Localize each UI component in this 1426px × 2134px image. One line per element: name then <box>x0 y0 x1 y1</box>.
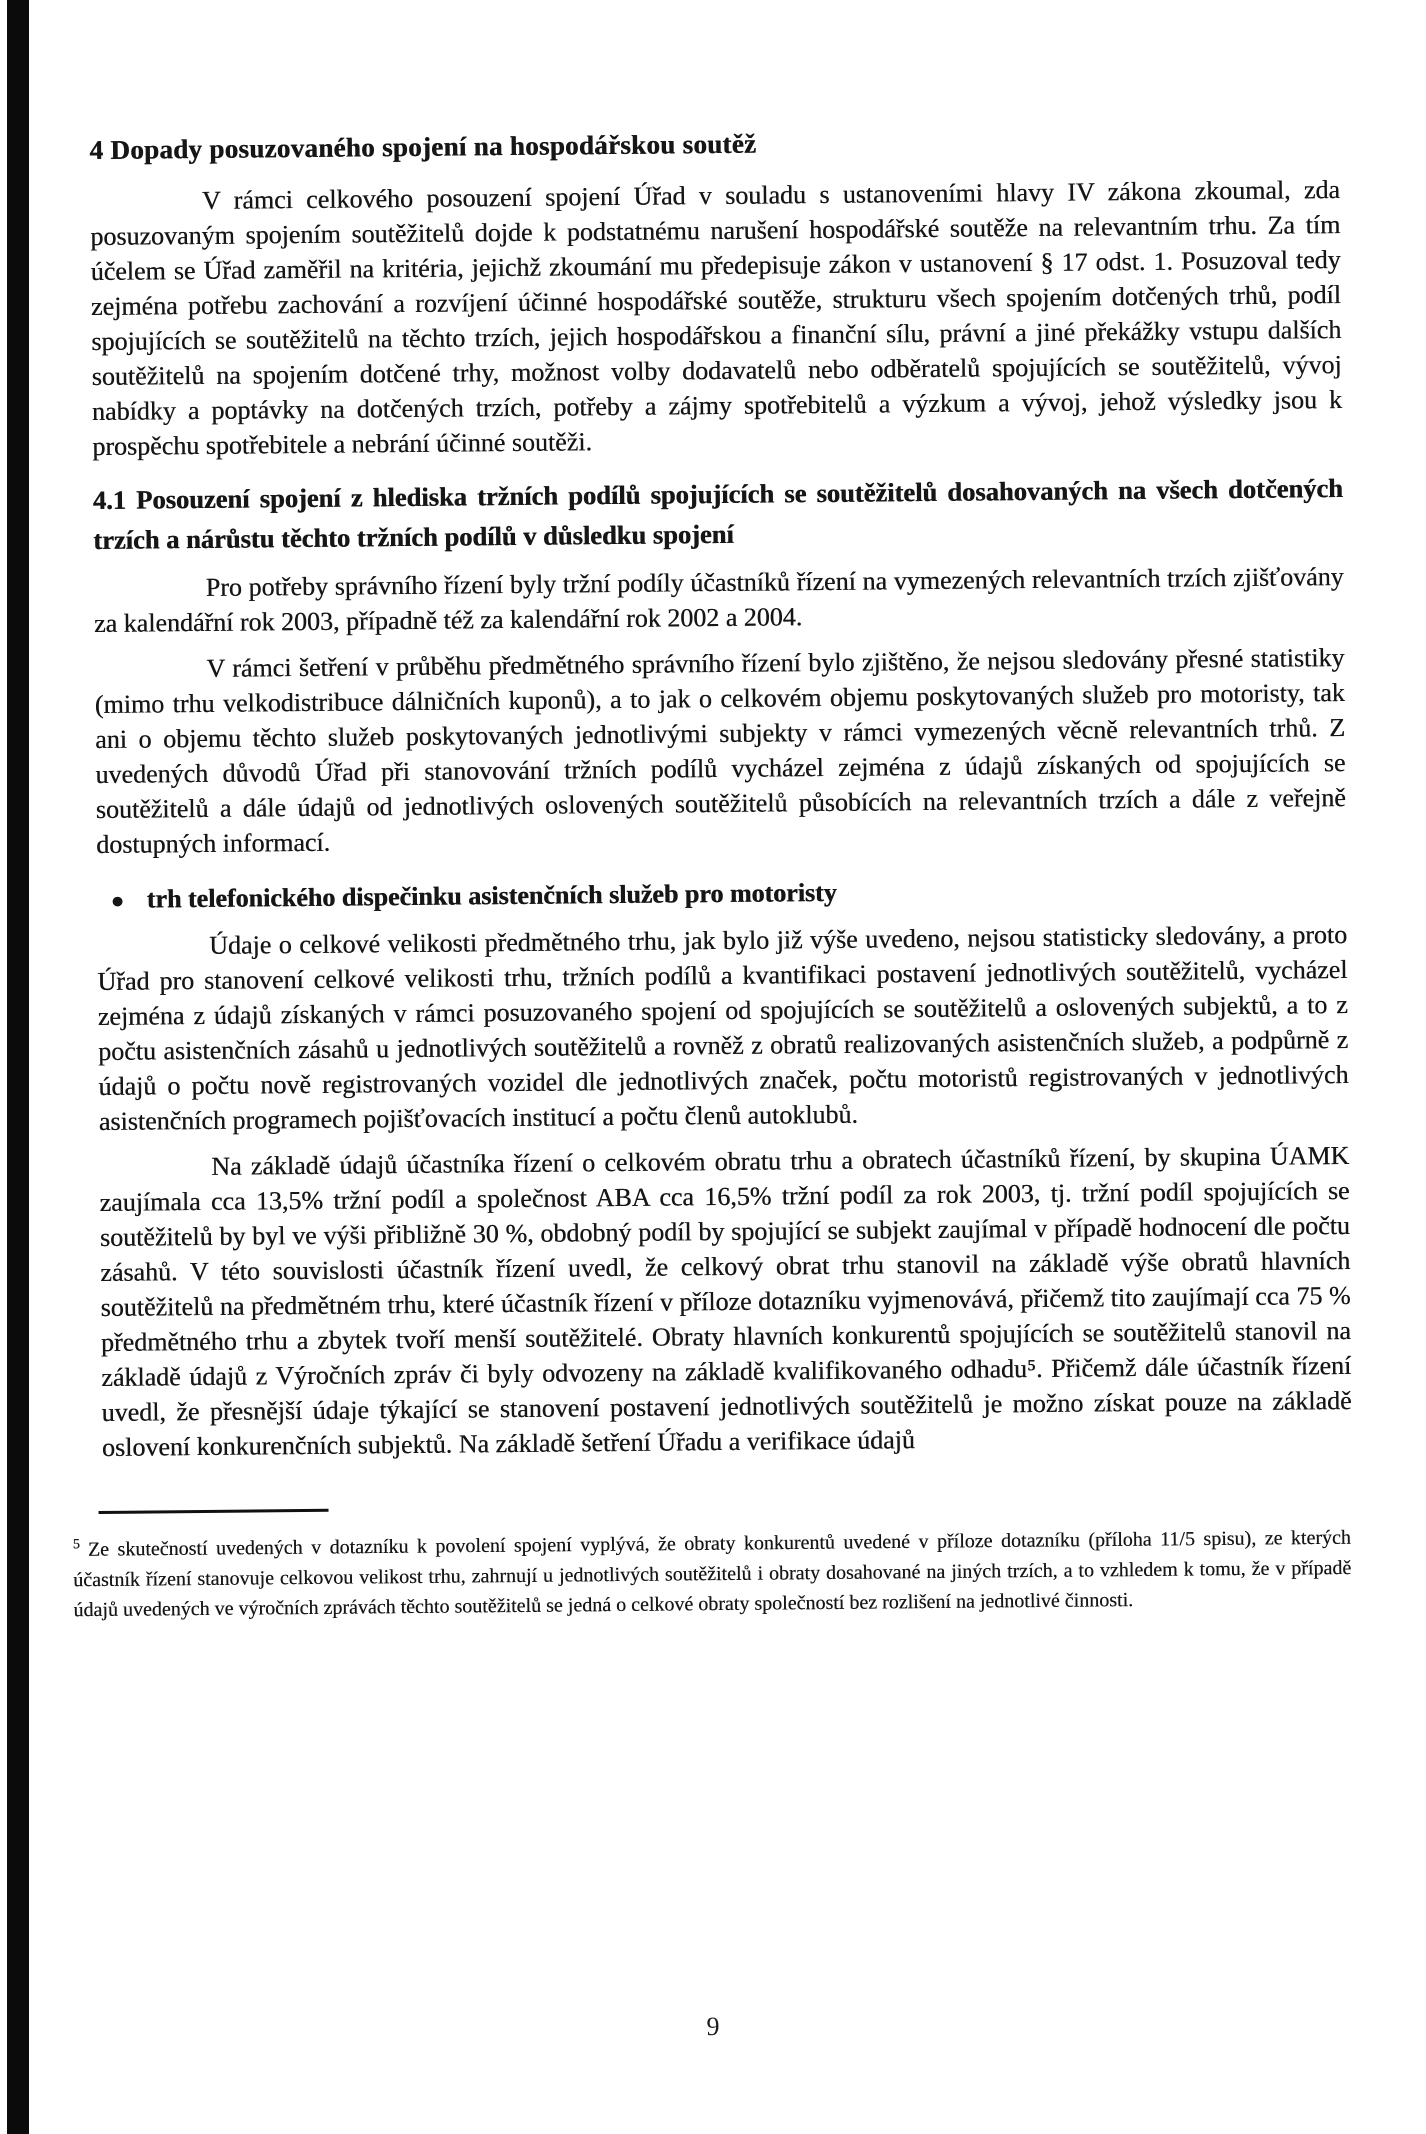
subsection-heading-4-1: 4.1 Posouzení spojení z hlediska tržních podílů spojujících se soutěžitelů dosahovaných na všech dotčených trzích a nárůstu těchto tržních podílů v důsledku spojení <box>92 473 1343 556</box>
bullet-item-label: trh telefonického dispečinku asistenčních služeb pro motoristy <box>146 877 837 914</box>
paragraph-market-share-years: Pro potřeby správního řízení byly tržní podíly účastníků řízení na vymezených relevantních trzích zjišťovány za kalendářní rok 2003, případně též za kalendářní rok 2002 a 2004. <box>93 562 1344 639</box>
page-number: 9 <box>706 2012 720 2041</box>
document-body <box>72 120 1353 1625</box>
paragraph-market-size: Údaje o celkové velikosti předmětného trhu, jak bylo již výše uvedeno, nejsou statisticky sledovány, a proto Úřad pro stanovení celkové velikosti trhu, tržních podílů a kvantifikaci postavení jednotlivých soutěžitelů, vycházel zejména z údajů získaných v rámci posuzovaného spojení od spojujících se soutěžitelů a oslovených subjektů, a to z počtu asistenčních zásahů u jednotlivých soutěžitelů a rovněž z obratů realizovaných asistenčních služeb, a podpůrně z údajů o počtu nově registrovaných vozidel dle jednotlivých značek, počtu motoristů registrovaných v jednotlivých asistenčních programech pojišťovacích institucí a počtu členů autoklubů. <box>97 919 1349 1136</box>
footnote-5 <box>73 1518 1352 1625</box>
bullet-item-dispatch-market <box>96 870 1346 918</box>
paragraph-statistics: V rámci šetření v průběhu předmětného správního řízení bylo zjištěno, že nejsou sledovány přesné statistiky (mimo trhu velkodistribuce dálničních kuponů), a to jak o celkovém objemu poskytovaných služeb pro motoristy, tak ani o objemu těchto služeb poskytovaných jednotlivými subjekty v rámci vymezených věcně relevantních trhů. Z uvedených důvodů Úřad při stanovování tržních podílů vycházel zejména z údajů získaných od spojujících se soutěžitelů a dále údajů od jednotlivých oslovených soutěžitelů působících na relevantních trzích a dále z veřejně dostupných informací. <box>94 643 1346 859</box>
photocopy-edge-band <box>7 0 29 2134</box>
footnote-text: Ze skutečností uvedených v dotazníku k povolení spojení vyplývá, že obraty konkurentů uvedené v příloze dotazníku (příloha 11/5 spisu), ze kterých účastník řízení stanovuje celkovou velikost trhu, zahrnují u jednotlivých soutěžitelů i obraty dosahované na jiných trzích, a to vzhledem k tomu, že v případě údajů uvedených ve výročních zprávách těchto soutěžitelů se jedná o celkové obraty společností bez rozlišení na jednotlivé činnosti. <box>73 1526 1352 1621</box>
bullet-icon: ● <box>110 887 125 913</box>
paragraph-overall-assessment: V rámci celkového posouzení spojení Úřad v souladu s ustanoveními hlavy IV zákona zkoumal, zda posuzovaným spojením soutěžitelů dojde k podstatnému narušení hospodářské soutěže na relevantním trhu. Za tím účelem se Úřad zaměřil na kritéria, jejichž zkoumání mu předepisuje zákon v ustanovení § 17 odst. 1. Posuzoval tedy zejména potřebu zachování a rozvíjení účinné hospodářské soutěže, strukturu všech spojením dotčených trhů, podíl spojujících se soutěžitelů na těchto trzích, jejich hospodářskou a finanční sílu, právní a jiné překážky vstupu dalších soutěžitelů na spojením dotčené trhy, možnost volby dodavatelů nebo odběratelů spojujících se soutěžitelů, vývoj nabídky a poptávky na dotčených trzích, potřeby a zájmy spotřebitelů a výzkum a vývoj, jehož výsledky jsou k prospěchu spotřebitele a nebrání účinné soutěži. <box>90 175 1343 462</box>
section-heading: 4 Dopady posuzovaného spojení na hospodářskou soutěž <box>89 128 757 166</box>
footnote-marker: 5 <box>72 1537 80 1553</box>
paragraph-turnover-shares: Na základě údajů účastníka řízení o celkovém obratu trhu a obratech účastníků řízení, by skupina ÚAMK zaujímala cca 13,5% tržní podíl a společnost ABA cca 16,5% tržní podíl za rok 2003, tj. tržní podíl spojujících se soutěžitelů by byl ve výši přibližně 30 %, obdobný podíl by spojující se subjekt zaujímal v případě hodnocení dle počtu zásahů. V této souvislosti účastník řízení uvedl, že celkový obrat trhu stanovil na základě výše obratů hlavních soutěžitelů na předmětném trhu, které účastník řízení v příloze dotazníku vyjmenovává, přičemž tito zaujímají cca 75 % předmětného trhu a zbytek tvoří menší soutěžitelé. Obraty hlavních konkurentů spojujících se soutěžitelů stanovil na základě údajů z Výročních zpráv či byly odvozeny na základě kvalifikovaného odhadu⁵. Přičemž dále účastník řízení uvedl, že přesnější údaje týkající se stanovení postavení jednotlivých soutěžitelů je možno získat pouze na základě oslovení konkurenčních subjektů. Na základě šetření Úřadu a verifikace údajů <box>99 1140 1352 1462</box>
footnote-separator-rule <box>99 1509 329 1514</box>
